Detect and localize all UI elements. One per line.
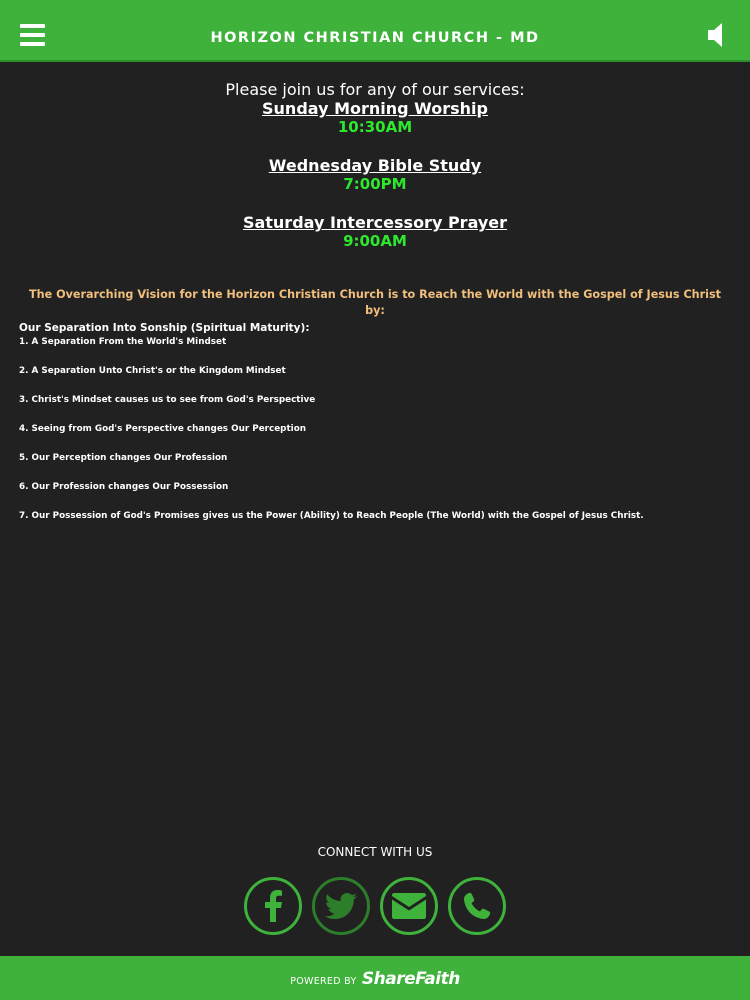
email-button[interactable]: [380, 877, 438, 935]
twitter-button[interactable]: [312, 877, 370, 935]
vision-point: 7. Our Possession of God's Promises gives us the Power (Ability) to Reach People (The World) with the Gospel of Jesus Christ.: [19, 511, 644, 521]
main-content: [0, 62, 750, 538]
vision-statement: The Overarching Vision for the Horizon Christian Church is to Reach the World with the Gospel of Jesus Christ by:: [28, 288, 721, 317]
facebook-button[interactable]: [244, 877, 302, 935]
service-name: Sunday Morning Worship: [262, 99, 488, 118]
service-time: 7:00PM: [343, 175, 407, 193]
vision-point: 1. A Separation From the World's Mindset: [19, 337, 227, 347]
footer: [0, 956, 750, 1000]
service-name: Saturday Intercessory Prayer: [242, 213, 508, 232]
vision-point: 3. Christ's Mindset causes us to see from God's Perspective: [19, 395, 316, 405]
facebook-icon: [263, 890, 283, 922]
vision-subhead: Our Separation Into Sonship (Spiritual Maturity):: [19, 322, 310, 334]
vision-point: 6. Our Profession changes Our Possession: [19, 482, 229, 492]
service-time: 10:30AM: [337, 118, 413, 136]
powered-by-label: POWERED BY: [290, 976, 357, 987]
speaker-icon[interactable]: [708, 22, 728, 48]
brand-logo: ShareFaith: [361, 969, 460, 989]
vision-point: 4. Seeing from God's Perspective changes Our Perception: [19, 424, 307, 434]
phone-button[interactable]: [448, 877, 506, 935]
app-header: [0, 0, 750, 62]
powered-by[interactable]: [0, 969, 750, 989]
vision-point: 5. Our Perception changes Our Profession: [19, 453, 228, 463]
phone-icon: [463, 892, 491, 920]
services-section: [0, 62, 750, 251]
vision-point: 2. A Separation Unto Christ's or the Kingdom Mindset: [19, 366, 286, 376]
email-icon: [392, 893, 426, 919]
twitter-icon: [325, 893, 357, 919]
social-links: [0, 877, 750, 935]
page-title: HORIZON CHRISTIAN CHURCH - MD: [210, 30, 540, 46]
service-name: Wednesday Bible Study: [268, 156, 482, 175]
vision-section: [0, 270, 750, 523]
services-intro: Please join us for any of our services:: [225, 80, 525, 99]
service-time: 9:00AM: [343, 232, 407, 250]
connect-label: CONNECT WITH US: [317, 845, 433, 859]
